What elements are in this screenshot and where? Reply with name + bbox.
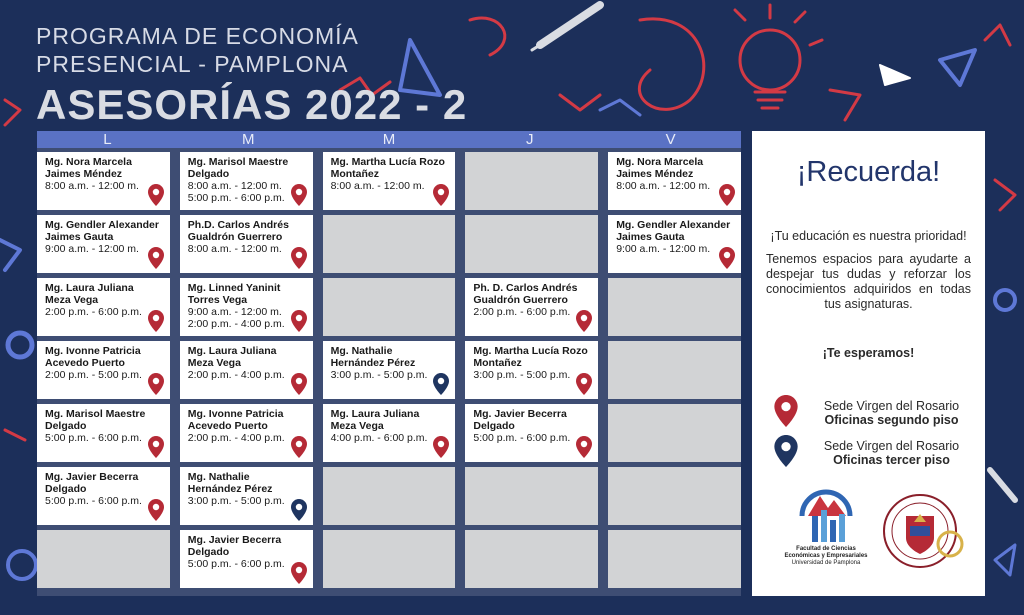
professor-name: Mg. Nathalie Hernández Pérez	[187, 471, 273, 495]
legend-text	[798, 439, 985, 467]
time-range: 9:00 a.m. - 12:00 m.	[45, 243, 139, 255]
time-range: 5:00 p.m. - 6:00 p.m.	[45, 432, 142, 444]
empty-slot	[323, 278, 456, 336]
time-range: 5:00 p.m. - 6:00 p.m.	[473, 432, 571, 444]
time-range: 9:00 a.m. - 12:00 m.	[187, 306, 282, 318]
advisory-slot	[323, 404, 456, 462]
advisory-slot	[37, 467, 170, 525]
advisory-slot	[180, 404, 313, 462]
university-seal	[880, 486, 970, 576]
professor-name: Mg. Ivonne Patricia Acevedo Puerto	[187, 408, 284, 432]
professor-name: Mg. Javier Becerra Delgado	[187, 534, 282, 558]
advisory-slot	[465, 404, 598, 462]
advisory-slot	[37, 278, 170, 336]
professor-name: Mg. Laura Juliana Meza Vega	[187, 345, 277, 369]
empty-slot	[323, 530, 456, 588]
weekday-header	[37, 131, 741, 148]
day-column	[180, 152, 313, 596]
day-column	[608, 152, 741, 596]
time-range: 2:00 p.m. - 6:00 p.m.	[45, 306, 142, 318]
advisory-slot	[465, 341, 598, 399]
advisory-slot	[608, 152, 741, 210]
logos	[752, 486, 985, 576]
time-range: 8:00 a.m. - 12:00 m.	[330, 180, 425, 192]
legend-item	[752, 398, 985, 428]
day-header: M	[241, 131, 255, 148]
empty-slot	[608, 530, 741, 588]
empty-slot	[608, 341, 741, 399]
program-title-line1: PROGRAMA DE ECONOMÍA	[36, 23, 359, 49]
professor-name: Mg. Gendler Alexander Jaimes Gauta	[616, 219, 731, 243]
empty-slot	[465, 530, 598, 588]
professor-name: Mg. Nora Marcela Jaimes Méndez	[616, 156, 704, 180]
empty-slot	[37, 530, 170, 588]
advisory-slot	[37, 404, 170, 462]
advisory-slot	[180, 152, 313, 210]
empty-slot	[608, 404, 741, 462]
professor-name: Mg. Javier Becerra Delgado	[473, 408, 567, 432]
time-range: 5:00 p.m. - 6:00 p.m.	[45, 495, 142, 507]
time-range: 2:00 p.m. - 5:00 p.m.	[45, 369, 142, 381]
professor-name: Mg. Laura Juliana Meza Vega	[330, 408, 420, 432]
time-range: 8:00 a.m. - 12:00 m.	[616, 180, 711, 192]
empty-slot	[465, 467, 598, 525]
program-title-line2: PRESENCIAL - PAMPLONA	[36, 51, 349, 77]
info-priority-text: ¡Tu educación es nuestra prioridad!	[770, 229, 967, 243]
professor-name: Mg. Ivonne Patricia Acevedo Puerto	[45, 345, 141, 369]
time-range: 3:00 p.m. - 5:00 p.m.	[330, 369, 428, 381]
time-range: 5:00 p.m. - 6:00 p.m.	[187, 558, 285, 570]
time-range: 5:00 p.m. - 6:00 p.m.	[187, 192, 285, 204]
info-welcome: ¡Te esperamos!	[822, 346, 915, 360]
info-description: Tenemos espacios para ayudarte a despejar tus dudas y reforzar los conocimientos adquiridos en todas tus asignaturas.	[766, 252, 971, 311]
advisory-slot	[180, 467, 313, 525]
location-pin-red-icon	[774, 395, 798, 432]
empty-slot	[465, 215, 598, 273]
faculty-logo	[776, 486, 876, 576]
legend-item	[752, 438, 985, 468]
advisory-slot	[37, 215, 170, 273]
advisory-slot	[180, 215, 313, 273]
time-range: 9:00 a.m. - 12:00 m.	[616, 243, 711, 255]
professor-name: Mg. Marisol Maestre Delgado	[45, 408, 146, 432]
time-range: 3:00 p.m. - 5:00 p.m.	[473, 369, 571, 381]
professor-name: Ph.D. Carlos Andrés Gualdrón Guerrero	[187, 219, 289, 243]
empty-slot	[608, 278, 741, 336]
professor-name: Mg. Martha Lucía Rozo Montañez	[330, 156, 445, 180]
time-range: 2:00 p.m. - 4:00 p.m.	[187, 369, 285, 381]
location-pin-blue-icon	[774, 435, 798, 472]
page-title: ASESORÍAS 2022 - 2	[36, 81, 468, 128]
location-legend	[752, 398, 985, 468]
legend-location: Sede Virgen del Rosario	[823, 439, 960, 453]
info-panel	[752, 131, 985, 596]
info-title: ¡Recuerda!	[796, 156, 941, 188]
legend-floor: Oficinas tercer piso	[833, 453, 950, 467]
advisory-slot	[37, 341, 170, 399]
day-header: M	[382, 131, 396, 148]
advisory-slot	[37, 152, 170, 210]
day-header: J	[526, 131, 534, 148]
day-column	[323, 152, 456, 596]
professor-name: Mg. Laura Juliana Meza Vega	[45, 282, 134, 306]
professor-name: Mg. Marisol Maestre Delgado	[187, 156, 289, 180]
legend-floor: Oficinas segundo piso	[824, 413, 959, 427]
legend-location: Sede Virgen del Rosario	[823, 399, 960, 413]
legend-text	[798, 399, 985, 427]
advisory-slot	[323, 152, 456, 210]
professor-name: Mg. Linned Yaninit Torres Vega	[187, 282, 281, 306]
time-range: 8:00 a.m. - 12:00 m.	[45, 180, 139, 192]
time-range: 8:00 a.m. - 12:00 m.	[187, 243, 282, 255]
advisory-slot	[180, 341, 313, 399]
faculty-name: Facultad de Ciencias Económicas y Empresariales Universidad de Pamplona	[784, 546, 868, 566]
schedule-grid	[37, 148, 741, 596]
time-range: 2:00 p.m. - 4:00 p.m.	[187, 318, 285, 330]
advisory-slot	[323, 341, 456, 399]
day-header: L	[103, 131, 112, 148]
professor-name: Mg. Gendler Alexander Jaimes Gauta	[45, 219, 159, 243]
professor-name: Ph. D. Carlos Andrés Gualdrón Guerrero	[473, 282, 578, 306]
advisory-slot	[608, 215, 741, 273]
day-column	[465, 152, 598, 596]
advisory-slot	[180, 278, 313, 336]
time-range: 2:00 p.m. - 4:00 p.m.	[187, 432, 285, 444]
time-range: 3:00 p.m. - 5:00 p.m.	[187, 495, 285, 507]
empty-slot	[608, 467, 741, 525]
professor-name: Mg. Nathalie Hernández Pérez	[330, 345, 416, 369]
time-range: 8:00 a.m. - 12:00 m.	[187, 180, 282, 192]
professor-name: Mg. Martha Lucía Rozo Montañez	[473, 345, 588, 369]
day-column	[37, 152, 170, 596]
advisory-slot	[180, 530, 313, 588]
time-range: 2:00 p.m. - 6:00 p.m.	[473, 306, 571, 318]
day-header: V	[665, 131, 676, 148]
empty-slot	[323, 467, 456, 525]
advisory-slot	[465, 278, 598, 336]
empty-slot	[465, 152, 598, 210]
empty-slot	[323, 215, 456, 273]
time-range: 4:00 p.m. - 6:00 p.m.	[330, 432, 428, 444]
professor-name: Mg. Nora Marcela Jaimes Méndez	[45, 156, 132, 180]
professor-name: Mg. Javier Becerra Delgado	[45, 471, 139, 495]
header	[36, 22, 467, 130]
